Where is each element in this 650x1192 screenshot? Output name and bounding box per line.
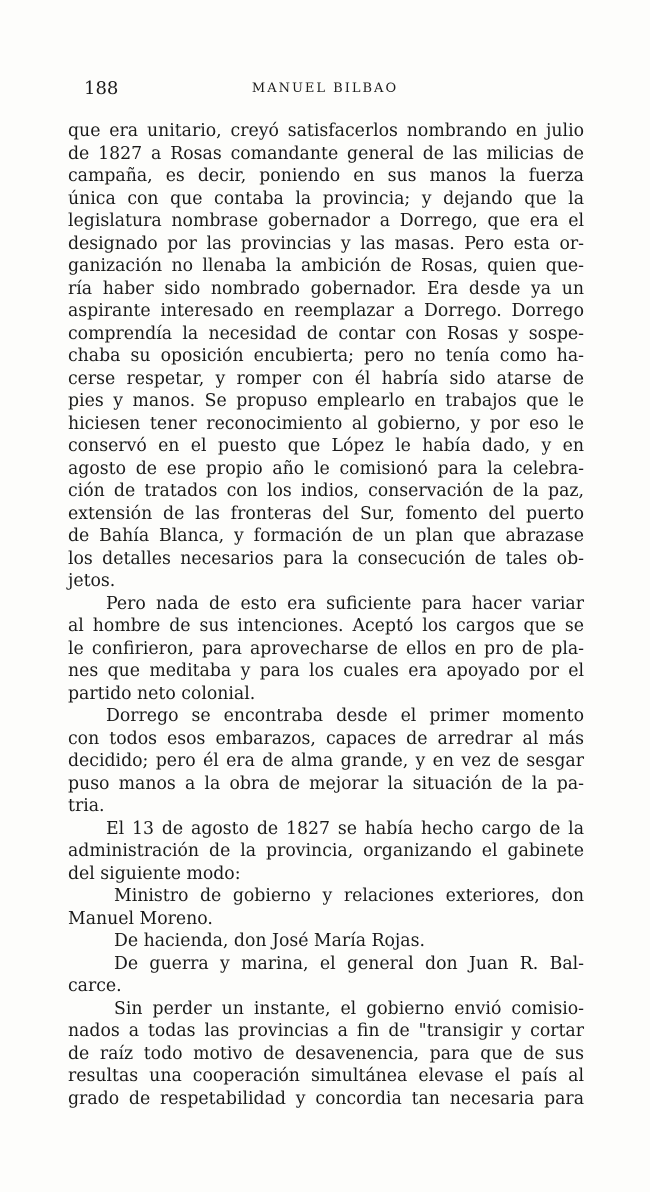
text-line: partido neto colonial. xyxy=(68,683,256,704)
text-line: Sin perder un instante, el gobierno envió comisio- xyxy=(114,998,584,1019)
text-line: de Bahía Blanca, y formación de un plan que abrazase xyxy=(68,526,584,546)
text-line: campaña, es decir, poniendo en sus manos la fuerza xyxy=(68,166,584,186)
page-header xyxy=(0,78,650,100)
text-line: decidido; pero él era de alma grande, y en vez de sesgar xyxy=(68,751,584,771)
text-line: designado por las provincias y las masas. Pero esta or- xyxy=(68,233,584,254)
text-line: al hombre de sus intenciones. Aceptó los cargos que se xyxy=(68,616,584,636)
text-line: extensión de las fronteras del Sur, fomento del puerto xyxy=(68,503,584,524)
page-number: 188 xyxy=(84,78,119,99)
running-head: MANUEL BILBAO xyxy=(251,81,399,96)
text-line: con todos esos embarazos, capaces de arredrar al más xyxy=(68,728,584,749)
text-line: Manuel Moreno. xyxy=(68,908,213,929)
text-line: tria. xyxy=(68,796,105,816)
text-line: hiciesen tener reconocimiento al gobierno, y por eso le xyxy=(68,413,584,434)
text-line: del siguiente modo: xyxy=(68,863,241,884)
text-line: los detalles necesarios para la consecución de tales ob- xyxy=(68,548,584,569)
text-line: única con que contaba la provincia; y dejando que la xyxy=(68,188,584,209)
text-line: que era unitario, creyó satisfacerlos nombrando en julio xyxy=(68,121,584,141)
text-line: nados a todas las provincias a fin de "transigir y cortar xyxy=(68,1021,584,1041)
text-line: jetos. xyxy=(68,571,116,591)
text-line: Pero nada de esto era suficiente para hacer variar xyxy=(106,593,584,614)
text-line: de 1827 a Rosas comandante general de las milicias de xyxy=(68,143,584,164)
text-line: Ministro de gobierno y relaciones exteriores, don xyxy=(114,886,584,906)
text-line: comprendía la necesidad de contar con Rosas y sospe- xyxy=(68,323,584,344)
text-line: administración de la provincia, organizando el gabinete xyxy=(68,841,584,861)
text-line: pies y manos. Se propuso emplearlo en trabajos que le xyxy=(68,391,584,411)
text-line: De hacienda, don José María Rojas. xyxy=(114,931,425,951)
text-line: chaba su oposición encubierta; pero no tenía como ha- xyxy=(68,346,584,366)
text-line: nes que meditaba y para los cuales era apoyado por el xyxy=(68,661,584,681)
text-line: conservó en el puesto que López le había dado, y en xyxy=(68,436,584,456)
text-line: ría haber sido nombrado gobernador. Era desde ya un xyxy=(68,278,584,299)
text-line: legislatura nombrase gobernador a Dorrego, que era el xyxy=(68,211,584,231)
text-line: de raíz todo motivo de desavenencia, para que de sus xyxy=(68,1043,584,1064)
text-line: El 13 de agosto de 1827 se había hecho cargo de la xyxy=(106,818,584,839)
text-line: ción de tratados con los indios, conservación de la paz, xyxy=(68,481,584,501)
text-line: grado de respetabilidad y concordia tan necesaria para xyxy=(68,1088,584,1109)
text-line: resultas una cooperación simultánea elevase el país al xyxy=(68,1066,584,1086)
text-line: carce. xyxy=(68,976,122,996)
text-line: Dorrego se encontraba desde el primer momento xyxy=(106,706,584,726)
text-line: agosto de ese propio año le comisionó para la celebra- xyxy=(68,458,584,479)
text-line: cerse respetar, y romper con él habría sido atarse de xyxy=(68,368,584,389)
text-line: aspirante interesado en reemplazar a Dorrego. Dorrego xyxy=(68,301,584,321)
text-line: De guerra y marina, el general don Juan R. Bal- xyxy=(114,953,584,974)
text-line: ganización no llenaba la ambición de Rosas, quien que- xyxy=(68,256,584,276)
text-line: le confirieron, para aprovecharse de ellos en pro de pla- xyxy=(68,638,584,659)
text-line: puso manos a la obra de mejorar la situación de la pa- xyxy=(68,773,584,794)
body-text xyxy=(68,120,584,1110)
